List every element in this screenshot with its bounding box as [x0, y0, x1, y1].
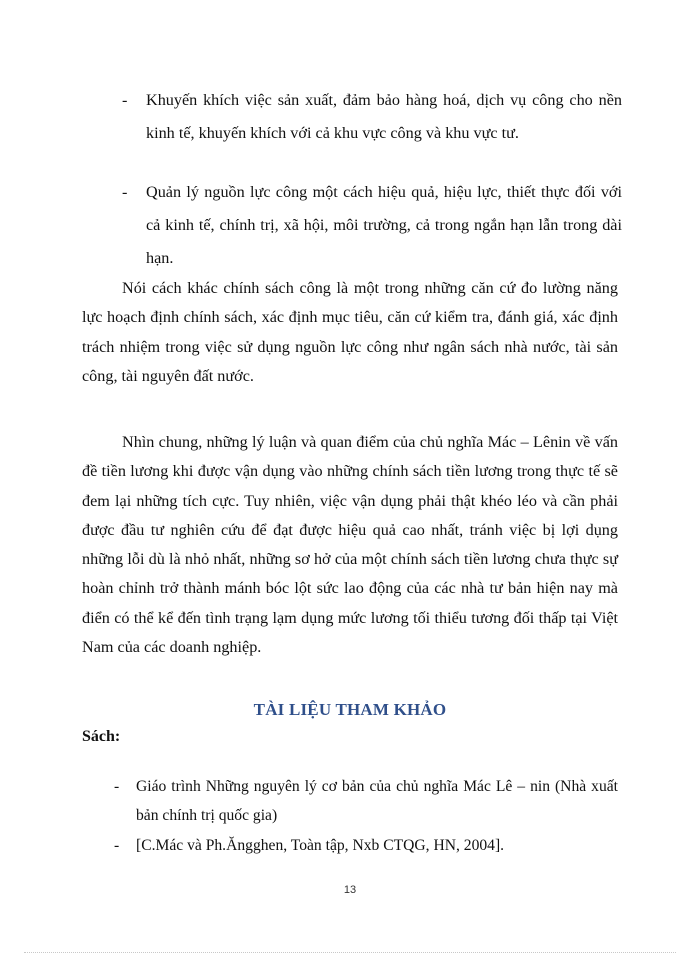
reference-item: [114, 831, 618, 860]
reference-text: Giáo trình Những nguyên lý cơ bản của chủ nghĩa Mác Lê – nin (Nhà xuất bản chính trị quốc gia): [136, 778, 618, 824]
references-heading: TÀI LIỆU THAM KHẢO: [253, 700, 447, 719]
bullet-text: Quản lý nguồn lực công một cách hiệu quả, hiệu lực, thiết thực đối với cả kinh tế, chính trị, xã hội, môi trường, cả trong ngắn hạn lẫn trong dài hạn.: [146, 183, 622, 267]
bullet-dash: -: [122, 91, 128, 109]
bullet-dash: -: [122, 183, 128, 201]
bullet-item: [122, 176, 622, 275]
body-paragraph: Nói cách khác chính sách công là một trong những căn cứ đo lường năng lực hoạch định chính sách, xác định mục tiêu, căn cứ kiểm tra, đánh giá, xác định trách nhiệm trong việc sử dụng nguồn lực công như ngân sách nhà nước, tài sản công, tài nguyên đất nước.: [82, 279, 618, 385]
reference-dash: -: [114, 778, 120, 795]
page-bottom-divider: [24, 952, 676, 953]
body-paragraph: Nhìn chung, những lý luận và quan điểm của chủ nghĩa Mác – Lênin về vấn đề tiền lương khi được vận dụng vào những chính sách tiền lương trong thực tế sẽ đem lại những tích cực. Tuy nhiên, việc vận dụng phải thật khéo léo và cần phải được đầu tư nghiên cứu để đạt được hiệu quả cao nhất, tránh việc bị lợi dụng những lỗi dù là nhỏ nhất, những sơ hở của một chính sách tiền lương chưa thực sự hoàn chỉnh trở thành mánh bóc lột sức lao động của các nhà tư bản hiện nay mà điển có thể kể đến tình trạng lạm dụng mức lương tối thiểu tương đối thấp tại Việt Nam của các doanh nghiệp.: [82, 433, 618, 657]
bullet-text: Khuyến khích việc sản xuất, đảm bảo hàng hoá, dịch vụ công cho nền kinh tế, khuyến khích với cả khu vực công và khu vực tư.: [146, 91, 622, 142]
reference-item: [114, 772, 618, 830]
page-number: 13: [343, 884, 357, 896]
references-subheading: Sách:: [82, 728, 121, 745]
reference-text: [C.Mác và Ph.Ăngghen, Toàn tập, Nxb CTQG, HN, 2004].: [136, 837, 505, 854]
bullet-item: [122, 84, 622, 150]
reference-dash: -: [114, 837, 120, 854]
